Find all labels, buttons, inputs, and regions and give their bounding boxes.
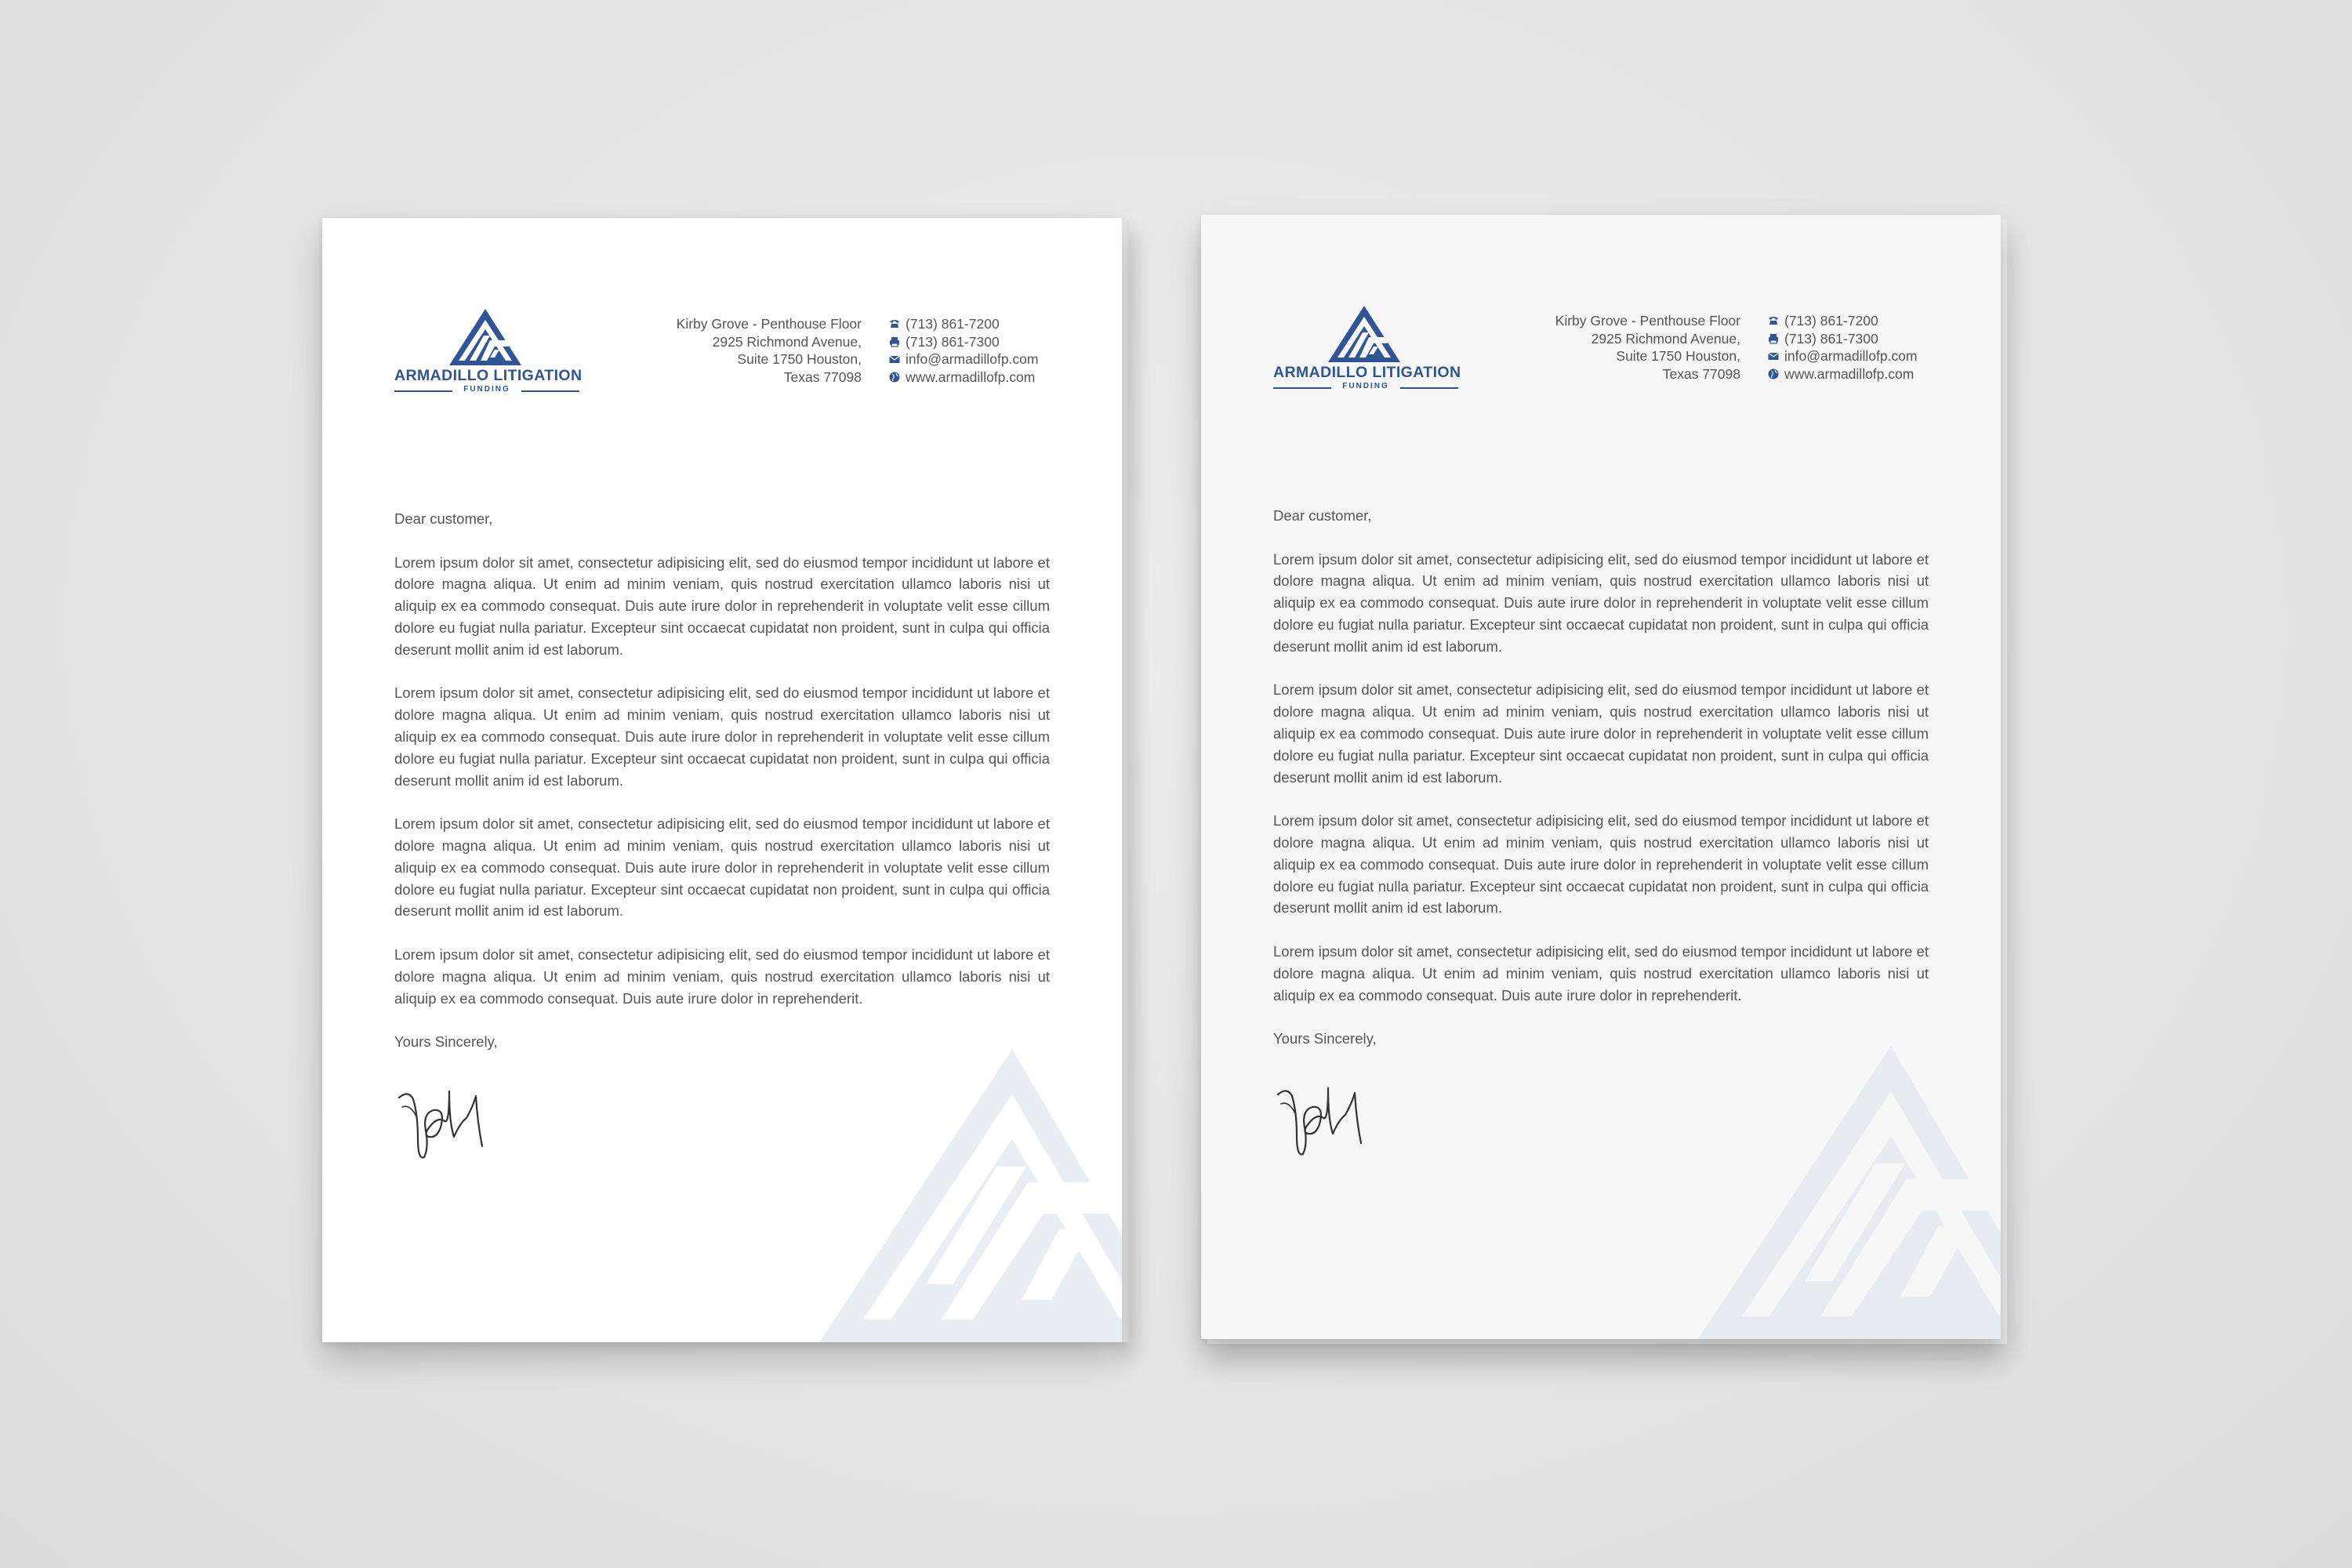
fax-icon xyxy=(1767,332,1780,345)
email-icon xyxy=(1767,350,1780,362)
address-line: 2925 Richmond Avenue, xyxy=(1591,330,1740,347)
address-line: Kirby Grove - Penthouse Floor xyxy=(1555,313,1740,328)
contact-email xyxy=(888,350,1039,368)
letter-salutation: Dear customer, xyxy=(394,510,493,527)
address-line: Kirby Grove - Penthouse Floor xyxy=(676,316,862,332)
letter-body xyxy=(1273,505,1929,1050)
address-line: Suite 1750 Houston, xyxy=(1616,348,1740,364)
phone-icon xyxy=(1767,314,1780,327)
letter-salutation: Dear customer, xyxy=(1273,507,1372,524)
signature-graphic xyxy=(394,1076,496,1168)
contact-value: (713) 861-7300 xyxy=(1784,330,1878,347)
letter-paragraph: Lorem ipsum dolor sit amet, consectetur adipisicing elit, sed do eiusmod tempor incididunt ut labore et dolore magna aliqua. Ut enim ad minim veniam, quis nostrud exercitation ullamco laboris nisi ut aliquip ex ea commodo consequat. Duis aute irure dolor in reprehenderit in voluptate velit esse cillum dolore eu fugiat nulla pariatur. Excepteur sint occaecat cupidatat non proident, sunt in culpa qui officia deserunt mollit anim id est laborum. xyxy=(394,815,1050,920)
globe-icon xyxy=(888,371,901,383)
contact-fax xyxy=(1767,330,1918,348)
logo-company-name: ARMADILLO LITIGATION xyxy=(1273,364,1461,381)
letter-paragraph: Lorem ipsum dolor sit amet, consectetur adipisicing elit, sed do eiusmod tempor incididunt ut labore et dolore magna aliqua. Ut enim ad minim veniam, quis nostrud exercitation ullamco laboris nisi ut aliquip ex ea commodo consequat. Duis aute irure dolor in reprehenderit in voluptate velit esse cillum dolore eu fugiat nulla pariatur. Excepteur sint occaecat cupidatat non proident, sunt in culpa qui officia deserunt mollit anim id est laborum. xyxy=(1273,550,1929,655)
contact-value: (713) 861-7200 xyxy=(1784,313,1878,328)
letter-paragraph: Lorem ipsum dolor sit amet, consectetur adipisicing elit, sed do eiusmod tempor incididunt ut labore et dolore magna aliqua. Ut enim ad minim veniam, quis nostrud exercitation ullamco laboris nisi ut aliquip ex ea commodo consequat. Duis aute irure dolor in reprehenderit in voluptate velit esse cillum dolore eu fugiat nulla pariatur. Excepteur sint occaecat cupidatat non proident, sunt in culpa qui officia deserunt mollit anim id est laborum. xyxy=(394,554,1050,658)
contact-phone xyxy=(1767,312,1918,330)
email-icon xyxy=(888,353,901,365)
contact-list xyxy=(888,315,1039,386)
globe-icon xyxy=(1767,368,1780,380)
brand-logo xyxy=(1273,306,1461,392)
contact-website xyxy=(1767,365,1918,383)
address-line: 2925 Richmond Avenue, xyxy=(712,333,862,350)
contact-website xyxy=(888,368,1039,387)
logo-mark-icon xyxy=(449,309,521,365)
letter-closing: Yours Sincerely, xyxy=(394,1033,498,1051)
company-address xyxy=(677,315,862,386)
logo-subtitle xyxy=(394,385,579,396)
logo-subtitle-text: FUNDING xyxy=(1342,382,1389,390)
fax-icon xyxy=(888,336,901,348)
brand-watermark xyxy=(816,1049,1122,1342)
letterhead-sheet-right xyxy=(1201,215,2001,1339)
logo-subtitle xyxy=(1273,382,1458,393)
letter-body xyxy=(394,508,1050,1053)
logo-subtitle-text: FUNDING xyxy=(463,385,510,394)
company-address xyxy=(1555,312,1740,383)
contact-value: www.armadillofp.com xyxy=(1784,365,1915,382)
letter-paragraph: Lorem ipsum dolor sit amet, consectetur adipisicing elit, sed do eiusmod tempor incididunt ut labore et dolore magna aliqua. Ut enim ad minim veniam, quis nostrud exercitation ullamco laboris nisi ut aliquip ex ea commodo consequat. Duis aute irure dolor in reprehenderit. xyxy=(394,946,1050,1007)
contact-phone xyxy=(888,315,1039,333)
contact-value: www.armadillofp.com xyxy=(906,368,1036,385)
contact-email xyxy=(1767,347,1918,365)
logo-mark-icon xyxy=(1328,306,1400,362)
contact-value: info@armadillofp.com xyxy=(906,351,1039,367)
logo-rule-right xyxy=(521,390,579,392)
contact-list xyxy=(1767,312,1918,383)
logo-company-name: ARMADILLO LITIGATION xyxy=(394,367,583,384)
letter-paragraph: Lorem ipsum dolor sit amet, consectetur adipisicing elit, sed do eiusmod tempor incididunt ut labore et dolore magna aliqua. Ut enim ad minim veniam, quis nostrud exercitation ullamco laboris nisi ut aliquip ex ea commodo consequat. Duis aute irure dolor in reprehenderit in voluptate velit esse cillum dolore eu fugiat nulla pariatur. Excepteur sint occaecat cupidatat non proident, sunt in culpa qui officia deserunt mollit anim id est laborum. xyxy=(1273,681,1929,786)
contact-value: (713) 861-7200 xyxy=(906,316,1000,332)
brand-logo xyxy=(394,309,583,395)
letterhead-sheet-left xyxy=(322,218,1122,1342)
letter-paragraph: Lorem ipsum dolor sit amet, consectetur adipisicing elit, sed do eiusmod tempor incididunt ut labore et dolore magna aliqua. Ut enim ad minim veniam, quis nostrud exercitation ullamco laboris nisi ut aliquip ex ea commodo consequat. Duis aute irure dolor in reprehenderit in voluptate velit esse cillum dolore eu fugiat nulla pariatur. Excepteur sint occaecat cupidatat non proident, sunt in culpa qui officia deserunt mollit anim id est laborum. xyxy=(394,684,1050,789)
letter-paragraph: Lorem ipsum dolor sit amet, consectetur adipisicing elit, sed do eiusmod tempor incididunt ut labore et dolore magna aliqua. Ut enim ad minim veniam, quis nostrud exercitation ullamco laboris nisi ut aliquip ex ea commodo consequat. Duis aute irure dolor in reprehenderit. xyxy=(1273,942,1929,1004)
letter-paragraph: Lorem ipsum dolor sit amet, consectetur adipisicing elit, sed do eiusmod tempor incididunt ut labore et dolore magna aliqua. Ut enim ad minim veniam, quis nostrud exercitation ullamco laboris nisi ut aliquip ex ea commodo consequat. Duis aute irure dolor in reprehenderit in voluptate velit esse cillum dolore eu fugiat nulla pariatur. Excepteur sint occaecat cupidatat non proident, sunt in culpa qui officia deserunt mollit anim id est laborum. xyxy=(1273,812,1929,916)
address-line: Texas 77098 xyxy=(1662,365,1740,382)
letter-closing: Yours Sincerely, xyxy=(1273,1030,1377,1047)
contact-value: info@armadillofp.com xyxy=(1784,348,1918,364)
signature-graphic xyxy=(1273,1073,1375,1165)
phone-icon xyxy=(888,318,901,330)
address-line: Texas 77098 xyxy=(783,368,862,385)
logo-rule-right xyxy=(1400,387,1458,389)
address-line: Suite 1750 Houston, xyxy=(737,351,862,367)
contact-value: (713) 861-7300 xyxy=(906,333,1000,350)
contact-fax xyxy=(888,333,1039,351)
brand-watermark xyxy=(1695,1046,2001,1339)
